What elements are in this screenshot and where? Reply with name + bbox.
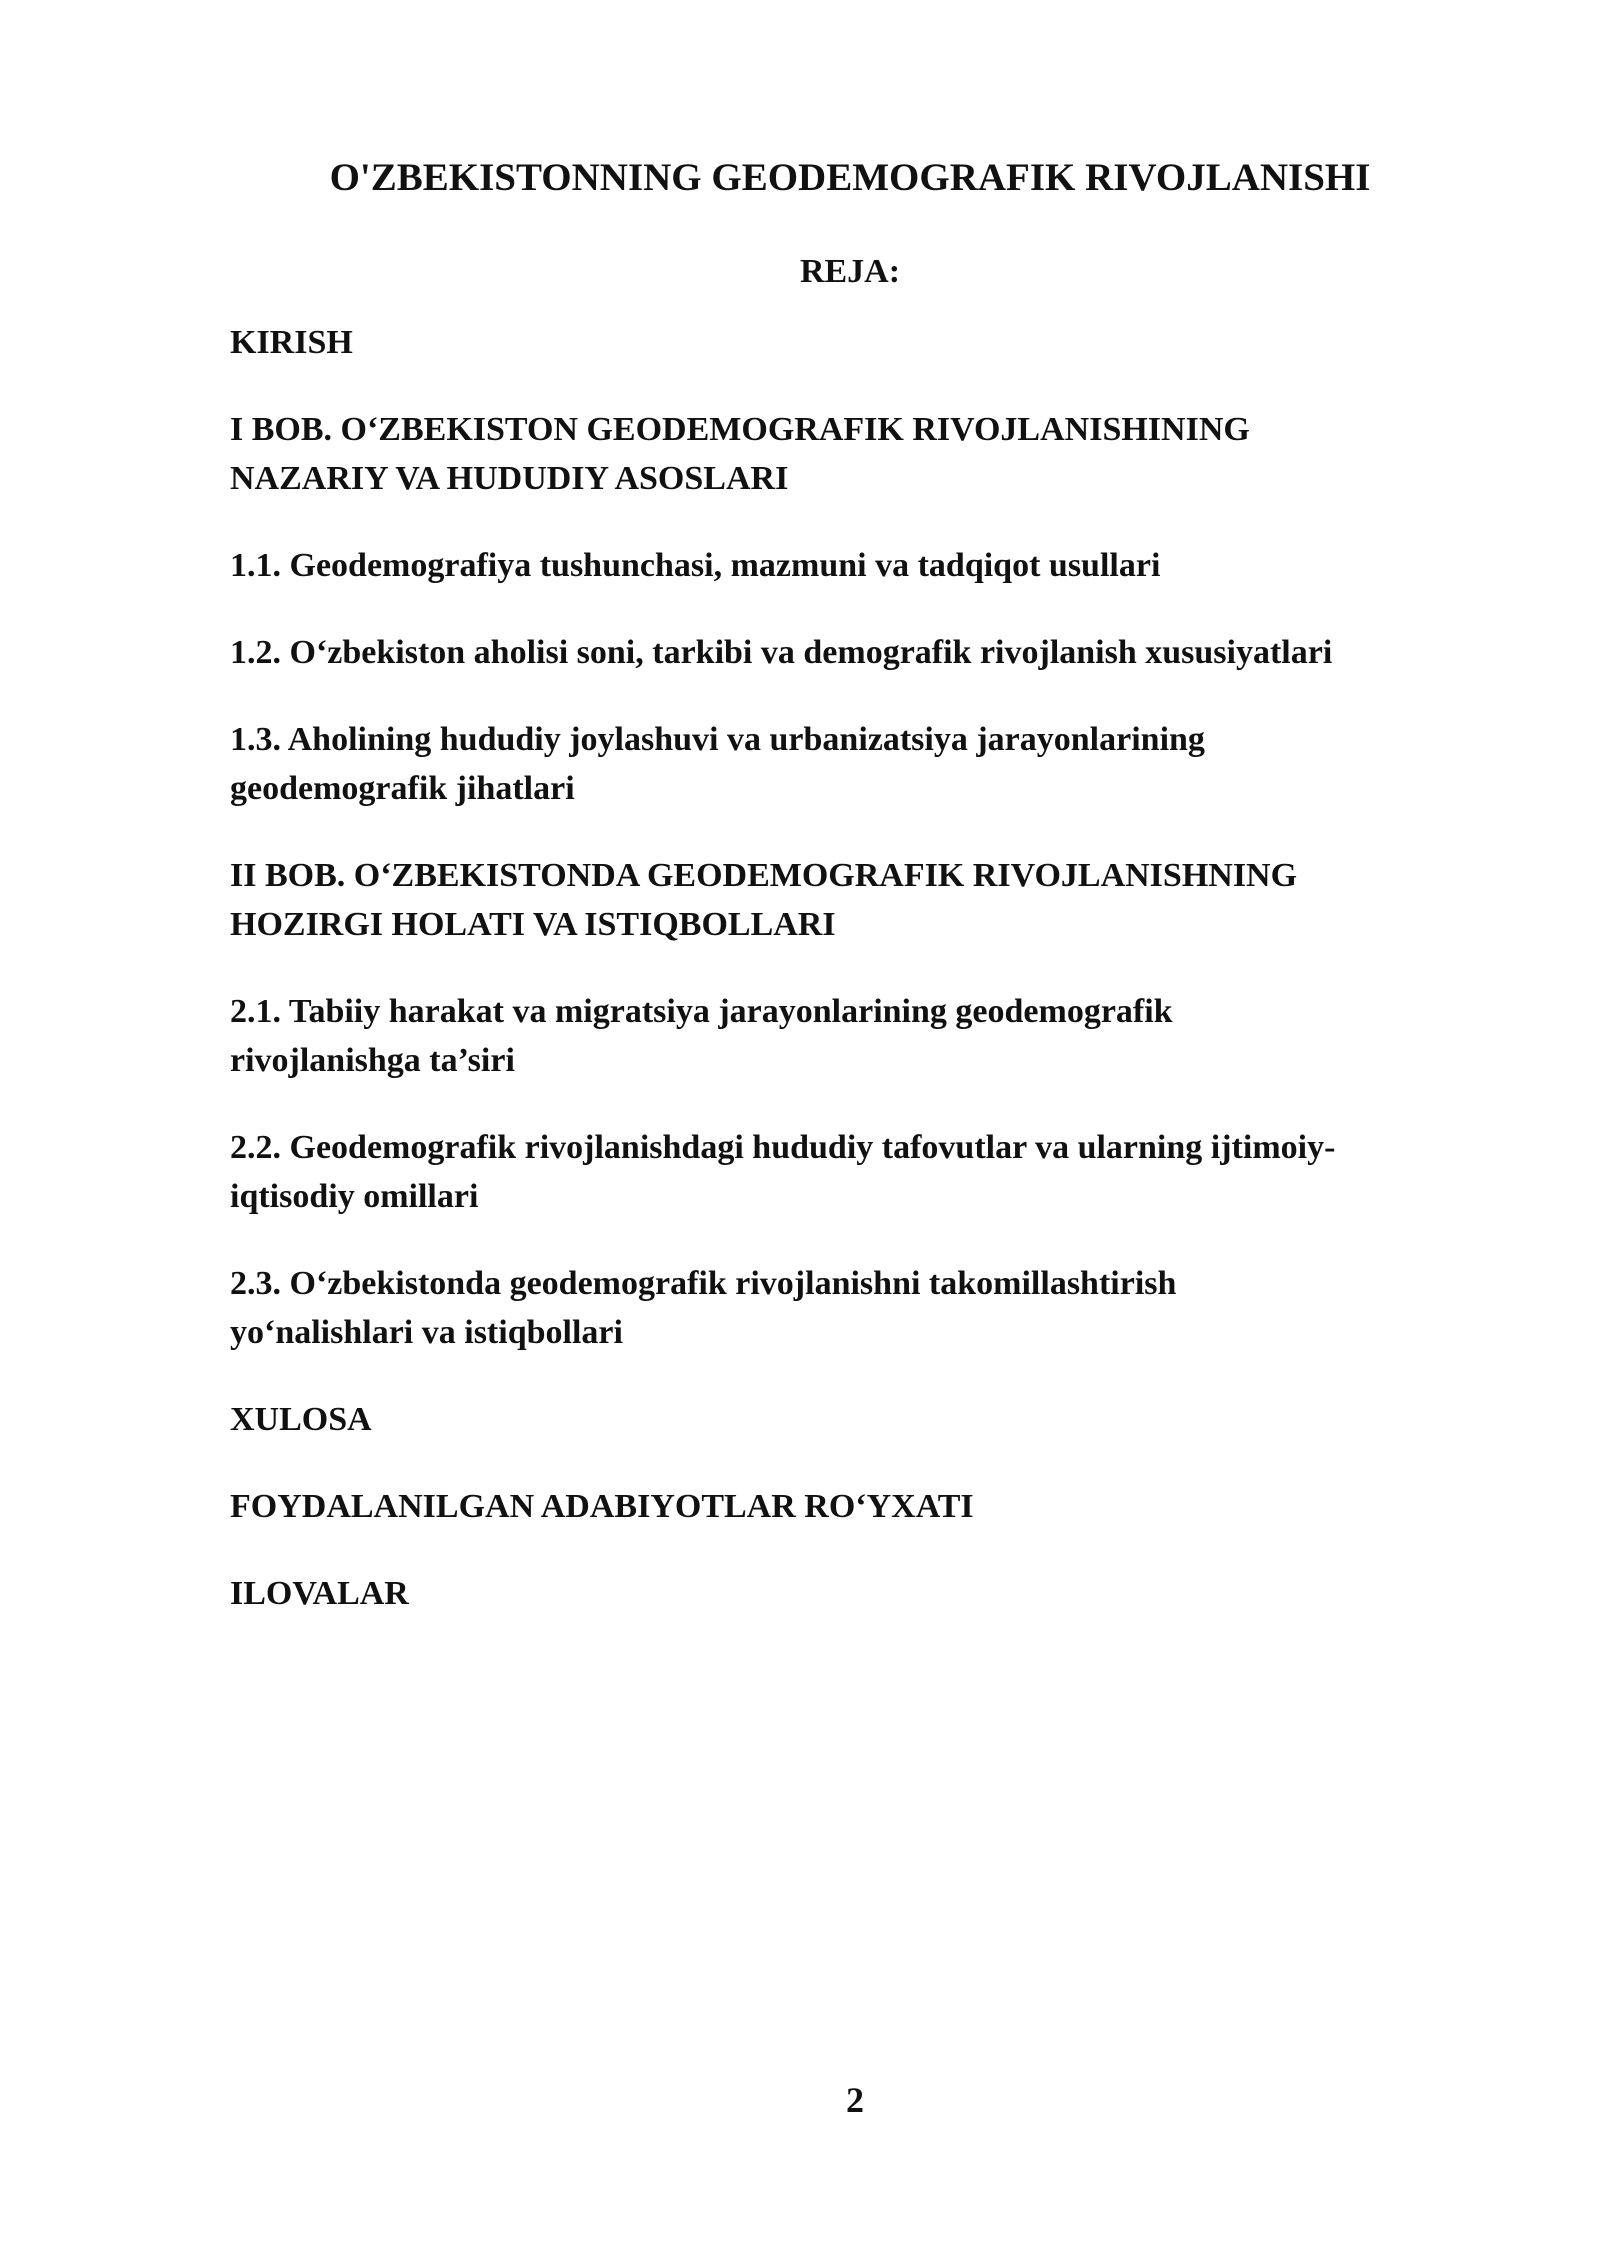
toc-item-line: FOYDALANILGAN ADABIYOTLAR RO‘YXATI: [230, 1488, 974, 1525]
toc-item: [230, 318, 1490, 367]
toc-item: [230, 1482, 1490, 1531]
toc-item-line: KIRISH: [230, 324, 353, 361]
toc-item: [230, 1123, 1490, 1221]
toc-item: [230, 1395, 1490, 1444]
toc-item-line: I BOB. O‘ZBEKISTON GEODEMOGRAFIK RIVOJLANISHINING: [230, 411, 1250, 448]
toc-item-line: 1.2. O‘zbekiston aholisi soni, tarkibi va demografik rivojlanish xususiyatlari: [230, 634, 1333, 671]
toc-item: [230, 628, 1490, 677]
toc-item-line: 2.3. O‘zbekistonda geodemografik rivojlanishni takomillashtirish: [230, 1265, 1177, 1302]
toc-item-line: iqtisodiy omillari: [230, 1178, 479, 1215]
toc-item-line: rivojlanishga ta’siri: [230, 1042, 515, 1079]
toc-item-line: 1.1. Geodemografiya tushunchasi, mazmuni va tadqiqot usullari: [230, 547, 1161, 584]
toc-item-line: II BOB. O‘ZBEKISTONDA GEODEMOGRAFIK RIVOJLANISHNING: [230, 857, 1298, 894]
toc-item-line: XULOSA: [230, 1401, 372, 1438]
toc-item-line: ILOVALAR: [230, 1575, 409, 1612]
toc-item-line: yo‘nalishlari va istiqbollari: [230, 1314, 623, 1351]
toc-item-line: geodemografik jihatlari: [230, 770, 575, 807]
toc-item-line: 2.1. Tabiiy harakat va migratsiya jarayonlarining geodemografik: [230, 993, 1173, 1030]
toc-item: [230, 715, 1490, 813]
toc-item: [230, 1569, 1490, 1618]
page-number: 2: [846, 2080, 864, 2120]
plan-heading: REJA:: [799, 253, 901, 290]
toc-item-line: HOZIRGI HOLATI VA ISTIQBOLLARI: [230, 906, 836, 943]
toc-item: [230, 405, 1490, 503]
toc-item: [230, 1259, 1490, 1357]
toc-item: [230, 541, 1490, 590]
page-title: O'ZBEKISTONNING GEODEMOGRAFIK RIVOJLANISHI: [329, 156, 1371, 199]
table-of-contents: [230, 318, 1490, 1618]
toc-item: [230, 987, 1490, 1085]
toc-item: [230, 851, 1490, 949]
toc-item-line: 2.2. Geodemografik rivojlanishdagi hududiy tafovutlar va ularning ijtimoiy-: [230, 1129, 1336, 1166]
toc-item-line: NAZARIY VA HUDUDIY ASOSLARI: [230, 460, 789, 497]
toc-item-line: 1.3. Aholining hududiy joylashuvi va urbanizatsiya jarayonlarining: [230, 721, 1205, 758]
